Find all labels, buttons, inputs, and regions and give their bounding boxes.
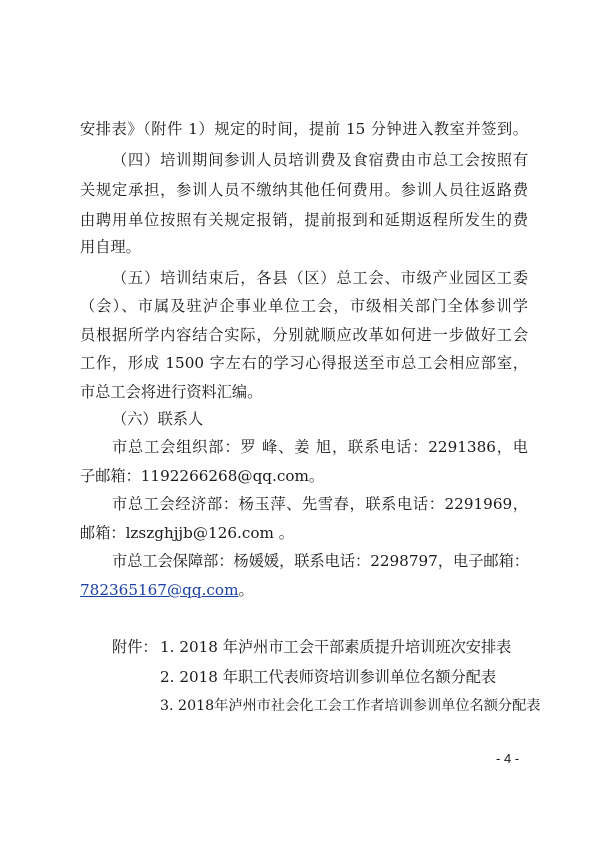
paragraph-line: （会）、市属及驻泸企事业单位工会，市级相关部门全体参训学: [80, 297, 528, 315]
paragraph-line: （四）培训期间参训人员培训费及食宿费由市总工会按照有: [112, 151, 528, 169]
attachment-item-3: 3. 2018年泸州市社会化工会工作者培训参训单位名额分配表: [160, 698, 541, 714]
paragraph-line: 工作，形成 1500 字左右的学习心得报送至市总工会相应部室，: [80, 354, 528, 372]
paragraph-line: 关规定承担，参训人员不缴纳其他任何费用。参训人员往返路费: [80, 181, 528, 199]
paragraph-line: 用自理。: [80, 238, 141, 256]
contact-line: 邮箱：lzszghjjb@126.com 。: [80, 524, 294, 542]
attachment-item-1: 1. 2018 年泸州市工会干部素质提升培训班次安排表: [160, 638, 512, 656]
contact-line: 子邮箱：1192266268@qq.com。: [80, 467, 325, 485]
contact-line: 市总工会经济部：杨玉萍、先雪春，联系电话：2291969，: [112, 495, 528, 513]
email-link-tail: 。: [238, 581, 254, 599]
paragraph-line: 安排表》（附件 1）规定的时间，提前 15 分钟进入教室并签到。: [80, 120, 528, 138]
section-heading: （六）联系人: [112, 410, 204, 428]
paragraph-line: 由聘用单位按照有关规定报销，提前报到和延期返程所发生的费: [80, 211, 528, 229]
attachments-label: 附件：: [112, 638, 158, 656]
contact-line: 市总工会组织部：罗 峰、姜 旭，联系电话：2291386，电: [112, 438, 528, 456]
contact-line: 市总工会保障部：杨媛媛，联系电话：2298797，电子邮箱：: [112, 552, 529, 570]
contact-line: [80, 580, 528, 600]
paragraph-line: （五）培训结束后，各县（区）总工会、市级产业园区工委: [112, 269, 528, 287]
paragraph-line: 员根据所学内容结合实际，分别就顺应改革如何进一步做好工会: [80, 326, 528, 344]
paragraph-line: 市总工会将进行资料汇编。: [80, 383, 263, 401]
email-link[interactable]: 782365167@qq.com: [80, 581, 239, 599]
page-number: - 4 -: [496, 751, 520, 766]
attachment-item-2: 2. 2018 年职工代表师资培训参训单位名额分配表: [160, 668, 497, 686]
